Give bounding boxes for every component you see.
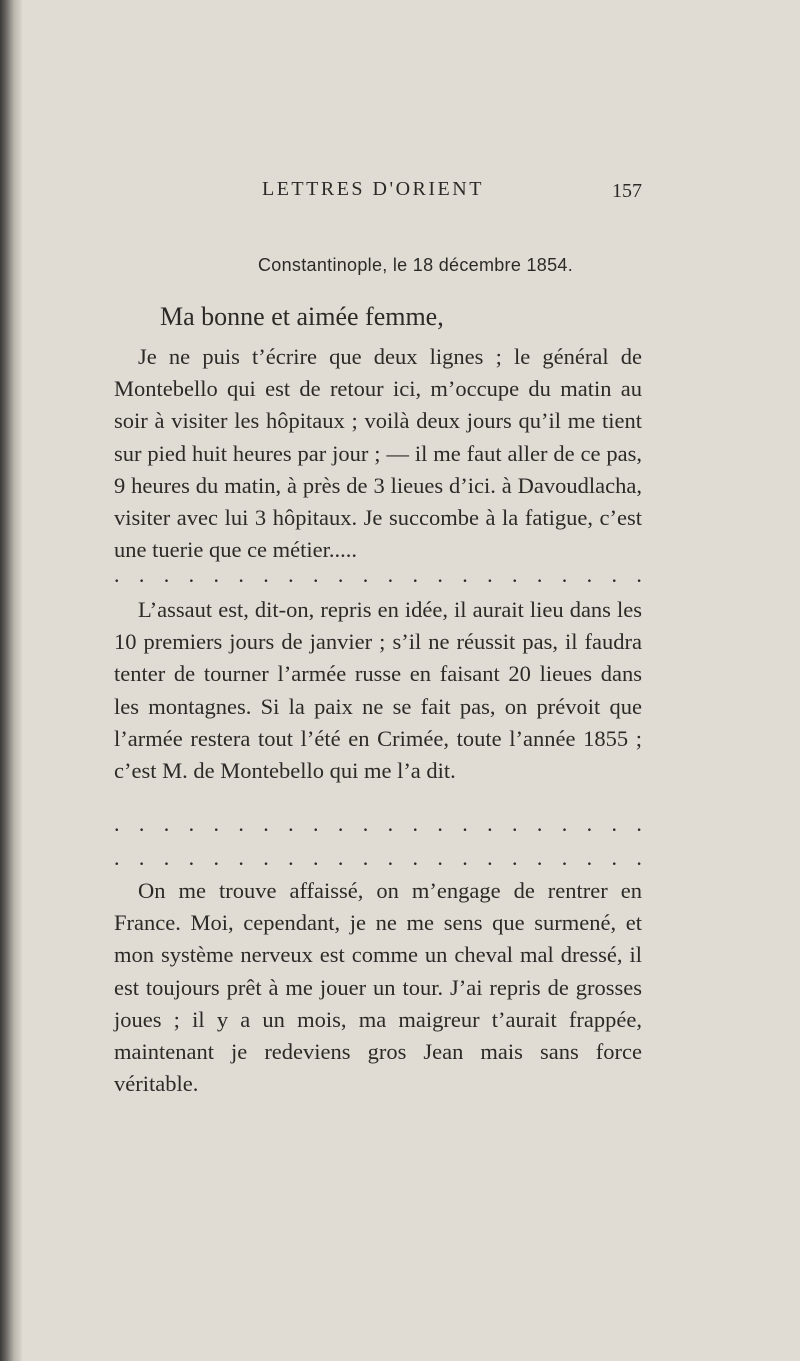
ellipsis-dot: . [188,811,195,836]
ellipsis-dot: . [412,845,418,870]
ellipsis-dot: . [487,845,493,870]
ellipsis-dot: . [263,845,269,870]
ellipsis-row [114,562,642,588]
ellipsis-row [114,845,642,871]
ellipsis-dot: . [188,562,195,587]
ellipsis-dot: . [313,562,319,587]
ellipsis-dot: . [586,811,593,836]
ellipsis-dot: . [387,845,394,870]
ellipsis-dot: . [611,811,617,836]
ellipsis-dot: . [114,811,120,836]
running-title: LETTRES D'ORIENT [262,178,484,200]
ellipsis-dot: . [412,562,418,587]
ellipsis-dot: . [512,562,518,587]
letter-paragraph-1 [114,341,642,566]
ellipsis-dot: . [288,562,294,587]
ellipsis-dot: . [238,811,244,836]
ellipsis-dot: . [512,811,518,836]
ellipsis-dot: . [412,811,418,836]
letter-paragraph-3 [114,875,642,1100]
ellipsis-dot: . [313,811,319,836]
ellipsis-dot: . [163,845,170,870]
ellipsis-dot: . [362,845,369,870]
ellipsis-dot: . [462,811,468,836]
paragraph-text: On me trouve affaissé, on m’engage de rentrer en France. Moi, cependant, je ne me sens que surmené, et mon système nerveux est comme un cheval mal dressé, il est toujours prêt à me jouer un tour. J’ai repris de grosses joues ; il y a un mois, ma maigreur t’aurait frappée, maintenant je redeviens gros Jean mais sans force véritable. [114,878,642,1097]
ellipsis-dot: . [561,845,568,870]
ellipsis-dot: . [337,845,344,870]
ellipsis-dot: . [536,811,543,836]
ellipsis-dot: . [586,562,593,587]
ellipsis-dot: . [437,845,443,870]
ellipsis-dot: . [114,562,120,587]
paragraph-text: L’assaut est, dit-on, repris en idée, il aurait lieu dans les 10 premiers jours de janvier ; s’il ne réussit pas, il faudra tenter de tourner l’armée russe en faisant 20 lieues dans les montagnes. Si la paix ne se fait pas, on prévoit que l’armée restera tout l’été en Crimée, toute l’année 1855 ; c’est M. de Montebello qui me l’a dit. [114,597,642,784]
ellipsis-dot: . [611,845,617,870]
ellipsis-dot: . [611,562,617,587]
ellipsis-dot: . [213,562,219,587]
ellipsis-dot: . [337,811,344,836]
ellipsis-dot: . [462,845,468,870]
ellipsis-dot: . [138,845,145,870]
ellipsis-dot: . [512,845,518,870]
ellipsis-dot: . [263,811,269,836]
letter-dateline: Constantinople, le 18 décembre 1854. [258,255,574,275]
ellipsis-dot: . [561,562,568,587]
ellipsis-dot: . [536,562,543,587]
ellipsis-dot: . [163,811,170,836]
ellipsis-dot: . [636,562,642,587]
ellipsis-dot: . [362,562,369,587]
ellipsis-dot: . [288,845,294,870]
ellipsis-dot: . [437,811,443,836]
ellipsis-dot: . [462,562,468,587]
ellipsis-dot: . [213,845,219,870]
ellipsis-dot: . [238,562,244,587]
ellipsis-dot: . [437,562,443,587]
ellipsis-dot: . [362,811,369,836]
ellipsis-dot: . [337,562,344,587]
ellipsis-dot: . [288,811,294,836]
ellipsis-dot: . [387,562,394,587]
ellipsis-dot: . [114,845,120,870]
ellipsis-dot: . [636,811,642,836]
ellipsis-dot: . [138,562,145,587]
letter-paragraph-2 [114,594,642,787]
paragraph-text: Je ne puis t’écrire que deux lignes ; le général de Montebello qui est de retour ici, m’occupe du matin au soir à visiter les hôpitaux ; voilà deux jours qu’il me tient sur pied huit heures par jour ; — il me faut aller de ce pas, 9 heures du matin, à près de 3 lieues d’ici. à Davoudlacha, visiter avec lui 3 hôpitaux. Je succombe à la fatigue, c’est une tuerie que ce métier..... [114,344,642,563]
ellipsis-dot: . [636,845,642,870]
ellipsis-dot: . [387,811,394,836]
ellipsis-row [114,811,642,837]
ellipsis-dot: . [213,811,219,836]
ellipsis-dot: . [313,845,319,870]
ellipsis-dot: . [188,845,195,870]
ellipsis-dot: . [536,845,543,870]
ellipsis-dot: . [163,562,170,587]
book-binding-edge [0,0,22,1361]
ellipsis-dot: . [487,562,493,587]
ellipsis-dot: . [138,811,145,836]
ellipsis-dot: . [586,845,593,870]
ellipsis-dot: . [487,811,493,836]
ellipsis-dot: . [561,811,568,836]
letter-salutation: Ma bonne et aimée femme, [160,302,444,331]
ellipsis-dot: . [238,845,244,870]
ellipsis-dot: . [263,562,269,587]
page-number: 157 [612,180,642,202]
